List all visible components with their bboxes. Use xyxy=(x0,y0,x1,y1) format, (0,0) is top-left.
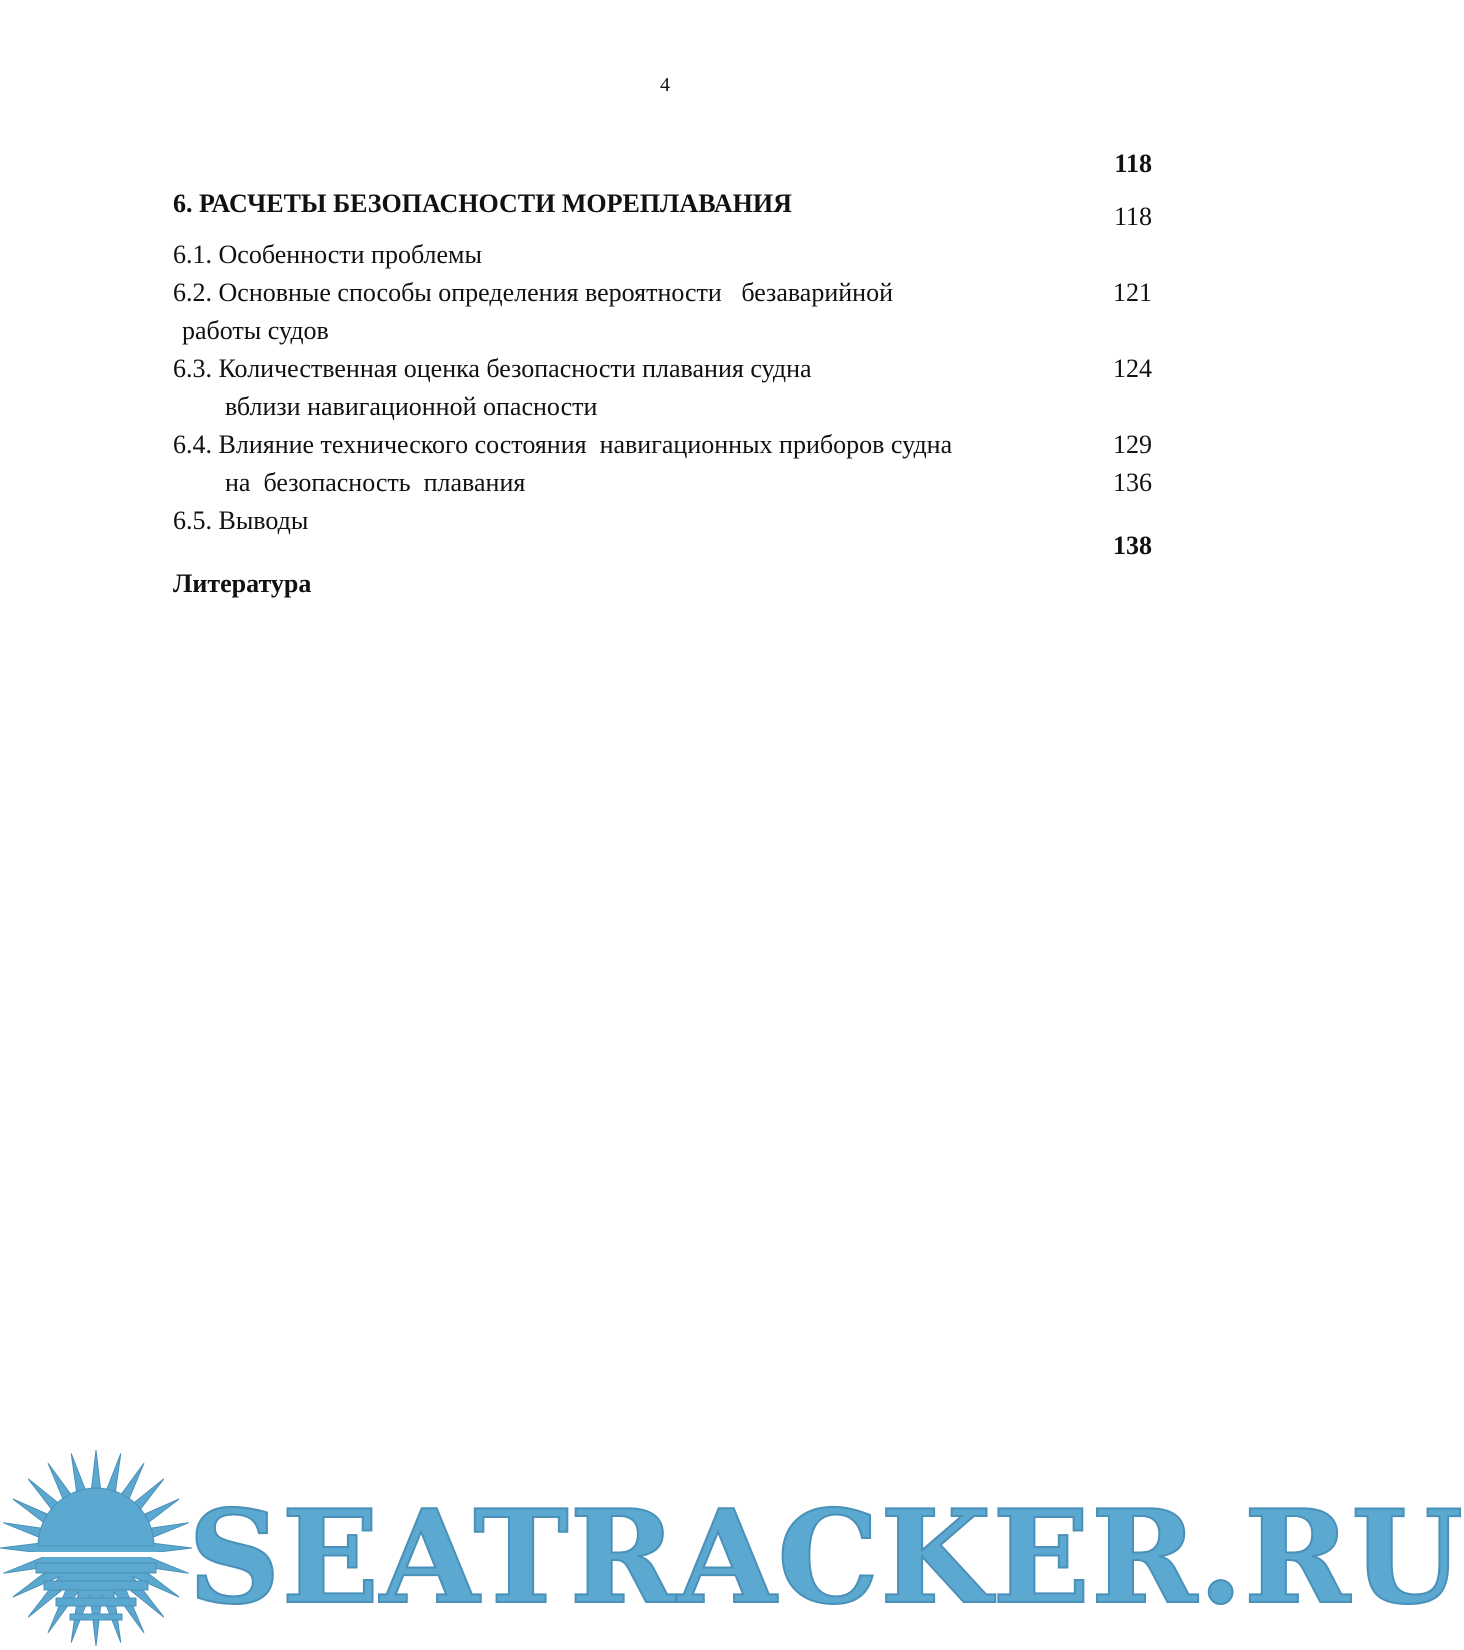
page-number: 4 xyxy=(660,74,670,96)
sun-burst-icon xyxy=(0,1448,190,1650)
toc-chapter-title: 6. РАСЧЕТЫ БЕЗОПАСНОСТИ МОРЕПЛАВАНИЯ xyxy=(173,189,792,218)
toc-entry-title: 6.4. Влияние технического состояния навигационных приборов судна xyxy=(173,430,953,459)
toc-entry-6-5[interactable] xyxy=(147,464,1152,535)
toc-literature[interactable] xyxy=(147,527,1152,598)
toc-chapter-page: 118 xyxy=(1114,149,1152,178)
table-of-contents xyxy=(147,144,1152,598)
toc-entry-6-3-cont[interactable] xyxy=(147,350,1152,421)
toc-entry-page: 124 xyxy=(1113,354,1152,383)
toc-entry-title: 6.3. Количественная оценка безопасности плавания судна xyxy=(173,354,812,383)
watermark-text: SEATRACKER.RU xyxy=(188,1483,1464,1633)
toc-entry-title: 6.5. Выводы xyxy=(173,506,309,535)
watermark xyxy=(0,1448,1464,1650)
toc-entry-title: 6.2. Основные способы определения вероятности безаварийной xyxy=(173,278,894,307)
toc-entry-page: 118 xyxy=(1113,202,1152,231)
toc-entry-title-cont: работы судов xyxy=(182,316,329,345)
toc-entry-6-1[interactable] xyxy=(147,198,1152,269)
toc-entry-title-cont: на безопасность плавания xyxy=(225,468,526,497)
toc-entry-page: 121 xyxy=(1113,278,1152,307)
toc-entry-6-2-cont[interactable] xyxy=(147,274,1152,345)
toc-chapter[interactable] xyxy=(147,144,1152,218)
toc-entry-page: 136 xyxy=(1113,468,1152,497)
toc-entry-title: 6.1. Особенности проблемы xyxy=(173,240,482,269)
toc-entry-page: 129 xyxy=(1113,430,1152,459)
toc-entry-title-cont: вблизи навигационной опасности xyxy=(225,392,598,421)
toc-literature-title: Литература xyxy=(173,569,312,598)
toc-literature-page: 138 xyxy=(1113,531,1152,560)
